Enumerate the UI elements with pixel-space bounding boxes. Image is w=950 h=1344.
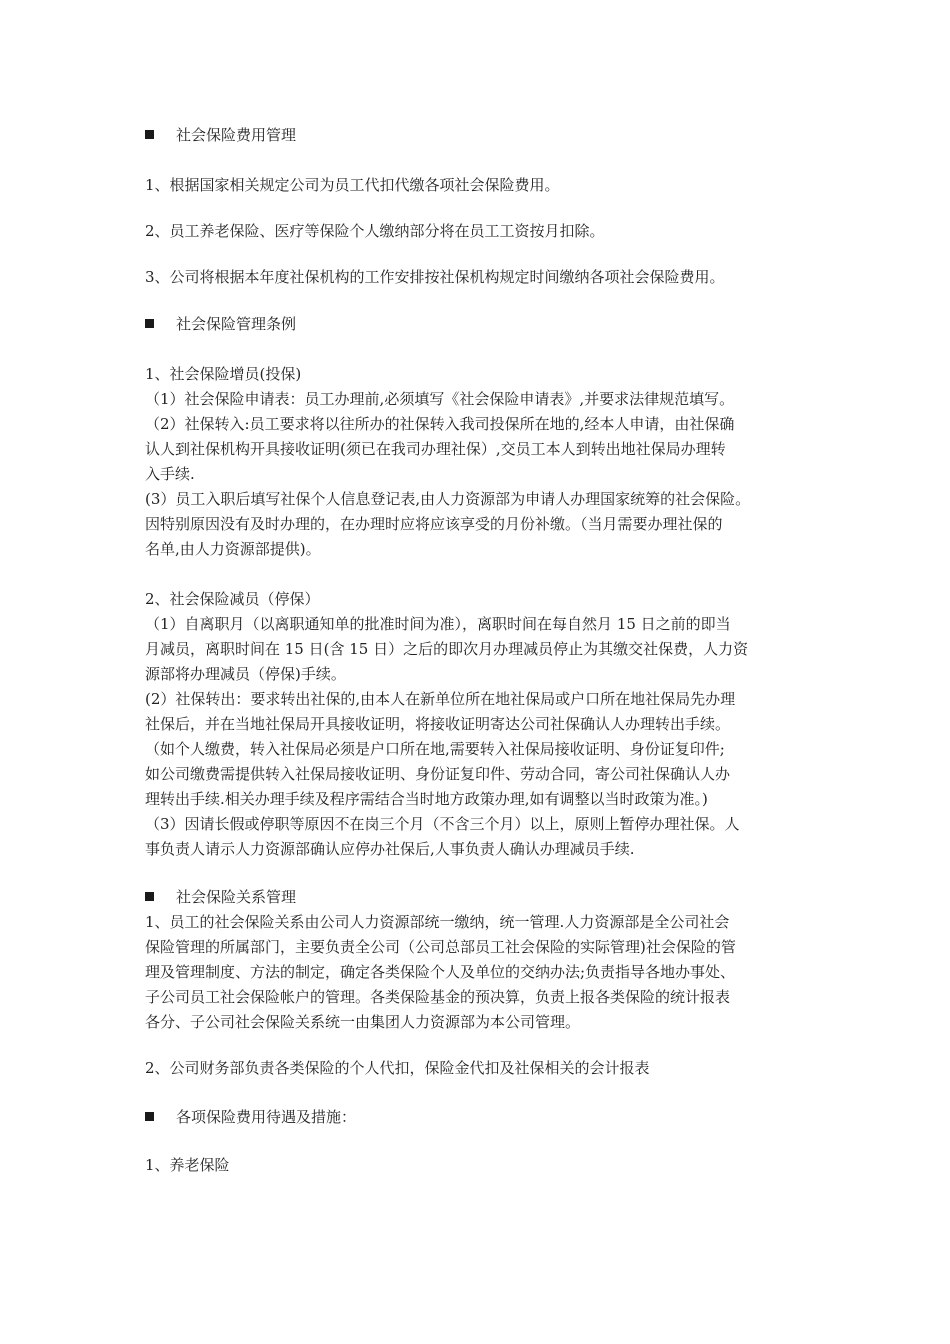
paragraph-line: (3）员工入职后填写社保个人信息登记表,由人力资源部为申请人办理国家统筹的社会保险。 (145, 490, 751, 508)
paragraph-line: （3）因请长假或停职等原因不在岗三个月（不含三个月）以上，原则上暂停办理社保。人 (145, 815, 740, 833)
paragraph-line: 理转出手续.相关办理手续及程序需结合当时地方政策办理,如有调整以当时政策为准。) (145, 790, 708, 808)
paragraph-line: （2）社保转入:员工要求将以往所办的社保转入我司投保所在地的,经本人申请，由社保确 (145, 415, 735, 433)
paragraph-line: 1、社会保险增员(投保) (145, 365, 302, 383)
rules-decrease-block (145, 587, 835, 862)
paragraph-line: 理及管理制度、方法的制定，确定各类保险个人及单位的交纳办法;负责指导各地办事处、 (145, 963, 736, 981)
relation-item-1 (145, 910, 835, 1035)
heading-text: 社会保险管理条例 (176, 315, 297, 333)
paragraph-line: 各分、子公司社会保险关系统一由集团人力资源部为本公司管理。 (145, 1013, 581, 1031)
heading-text: 社会保险关系管理 (176, 888, 297, 906)
paragraph-line: 入手续. (145, 465, 195, 483)
paragraph-line: 认人到社保机构开具接收证明(须已在我司办理社保）,交员工本人到转出地社保局办理转 (145, 440, 726, 458)
paragraph-line: 源部将办理减员（停保)手续。 (145, 665, 346, 683)
square-bullet-icon (145, 892, 154, 901)
paragraph-line: （1）自离职月（以离职通知单的批准时间为准），离职时间在每自然月 15 日之前的即当 (145, 615, 731, 633)
paragraph-line: （1）社会保险申请表：员工办理前,必须填写《社会保险申请表》,并要求法律规范填写。 (145, 390, 735, 408)
paragraph-line: 子公司员工社会保险帐户的管理。各类保险基金的预决算，负责上报各类保险的统计报表 (145, 988, 731, 1006)
paragraph-line: 2、公司财务部负责各类保险的个人代扣，保险金代扣及社保相关的会计报表 (145, 1059, 650, 1077)
paragraph-line: 2、社会保险减员（停保） (145, 590, 320, 608)
relation-item-2 (145, 1056, 835, 1081)
paragraph-line: 事负责人请示人力资源部确认应停办社保后,人事负责人确认办理减员手续. (145, 840, 635, 858)
paragraph-line: 因特别原因没有及时办理的，在办理时应将应该享受的月份补缴。（当月需要办理社保的 (145, 515, 723, 533)
paragraph-line: 名单,由人力资源部提供)。 (145, 540, 321, 558)
square-bullet-icon (145, 1112, 154, 1121)
fee-item (145, 265, 835, 290)
fee-item (145, 173, 835, 198)
square-bullet-icon (145, 319, 154, 328)
section-heading-rules (145, 312, 835, 337)
paragraph-line: 社保后，并在当地社保局开具接收证明，将接收证明寄达公司社保确认人办理转出手续。 (145, 715, 731, 733)
heading-text: 各项保险费用待遇及措施： (176, 1108, 357, 1126)
paragraph-line: 1、根据国家相关规定公司为员工代扣代缴各项社会保险费用。 (145, 176, 560, 194)
paragraph-line: 如公司缴费需提供转入社保局接收证明、身份证复印件、劳动合同，寄公司社保确认人办 (145, 765, 731, 783)
heading-text: 社会保险费用管理 (176, 126, 297, 144)
section-heading-fee (145, 123, 835, 148)
square-bullet-icon (145, 130, 154, 139)
benefits-item-1 (145, 1153, 835, 1178)
paragraph-line: 2、员工养老保险、医疗等保险个人缴纳部分将在员工工资按月扣除。 (145, 222, 605, 240)
paragraph-line: 保险管理的所属部门，主要负责全公司（公司总部员工社会保险的实际管理)社会保险的管 (145, 938, 736, 956)
paragraph-line: (2）社保转出：要求转出社保的,由本人在新单位所在地社保局或户口所在地社保局先办理 (145, 690, 736, 708)
paragraph-line: 月减员，离职时间在 15 日(含 15 日）之后的即次月办理减员停止为其缴交社保费，人力资 (145, 640, 749, 658)
paragraph-line: （如个人缴费，转入社保局必须是户口所在地,需要转入社保局接收证明、身份证复印件; (145, 740, 725, 758)
paragraph-line: 1、员工的社会保险关系由公司人力资源部统一缴纳，统一管理.人力资源部是全公司社会 (145, 913, 730, 931)
paragraph-line: 3、公司将根据本年度社保机构的工作安排按社保机构规定时间缴纳各项社会保险费用。 (145, 268, 725, 286)
paragraph-line: 1、养老保险 (145, 1156, 230, 1174)
section-heading-relation (145, 885, 835, 910)
rules-increase-block (145, 362, 835, 562)
section-heading-benefits (145, 1105, 835, 1130)
fee-item (145, 219, 835, 244)
